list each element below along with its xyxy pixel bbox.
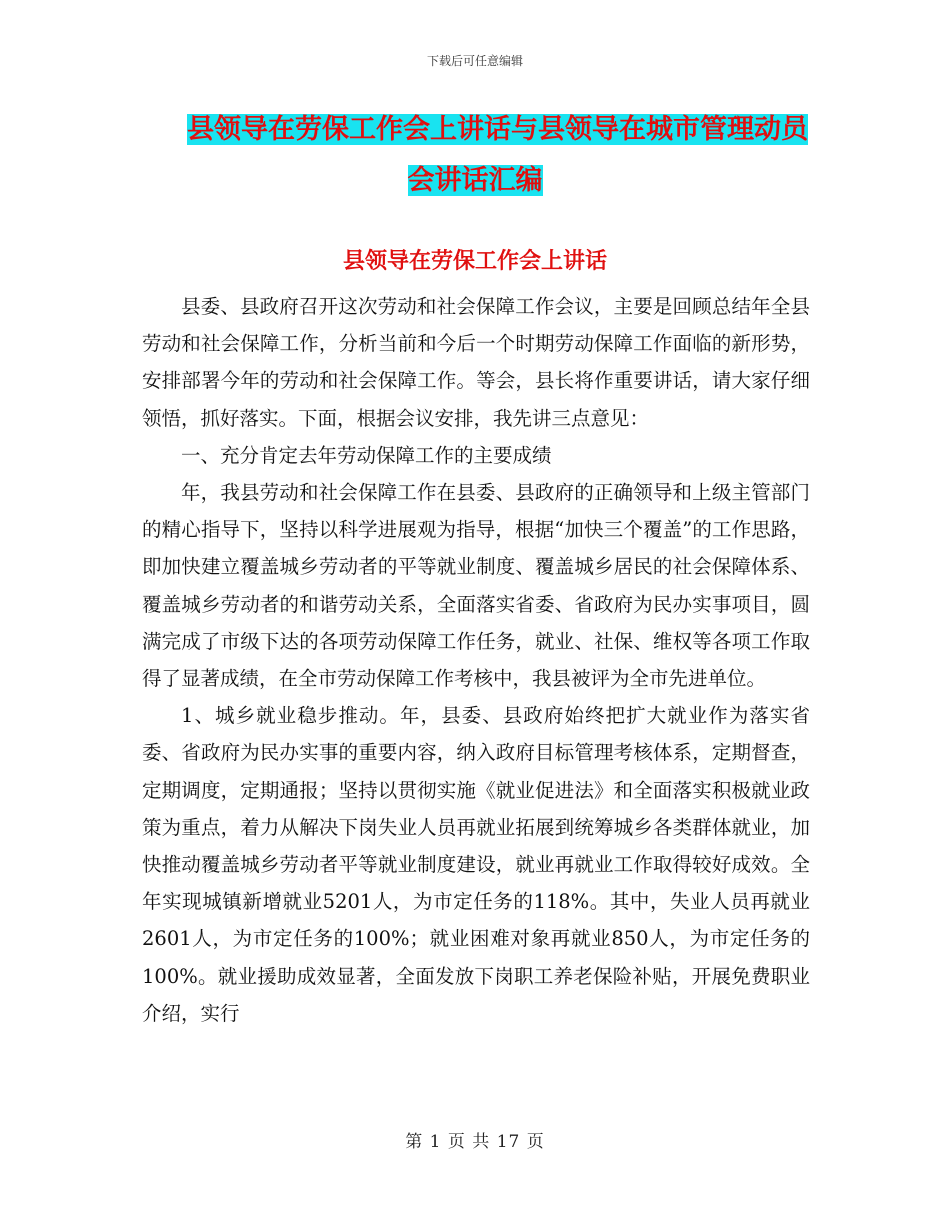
section-title: 县领导在劳保工作会上讲话	[342, 249, 607, 274]
title-line-1: 县领导在劳保工作会上讲话与县领导在城市管理动员	[187, 114, 808, 145]
header-note: 下载后可任意编辑	[426, 54, 523, 68]
paragraph-achievements: 年，我县劳动和社会保障工作在县委、县政府的正确领导和上级主管部门的精心指导下，坚持以科学进展观为指导，根据“加快三个覆盖”的工作思路，即加快建立覆盖城乡劳动者的平等就业制度、覆盖城乡居民的社会保障体系、覆盖城乡劳动者的和谐劳动关系，全面落实省委、省政府为民办实事项目，圆满完成了市级下达的各项劳动保障工作任务，就业、社保、维权等各项工作取得了显著成绩，在全市劳动保障工作考核中，我县被评为全市先进单位。	[142, 481, 810, 691]
paragraph-heading-1: 一、充分肯定去年劳动保障工作的主要成绩	[181, 443, 552, 467]
paragraph-intro: 县委、县政府召开这次劳动和社会保障工作会议，主要是回顾总结年全县劳动和社会保障工作，分析当前和今后一个时期劳动保障工作面临的新形势，安排部署今年的劳动和社会保障工作。等会，县长将作重要讲话，请大家仔细领悟，抓好落实。下面，根据会议安排，我先讲三点意见：	[142, 295, 810, 430]
document-title	[0, 104, 950, 206]
title-line-2: 会讲话汇编	[407, 165, 543, 196]
page-footer: 第 1 页 共 17 页	[405, 1132, 545, 1152]
paragraph-employment: 1、城乡就业稳步推动。年，县委、县政府始终把扩大就业作为落实省委、省政府为民办实事的重要内容，纳入政府目标管理考核体系，定期督查，定期调度，定期通报；坚持以贯彻实施《就业促进法》和全面落实积极就业政策为重点，着力从解决下岗失业人员再就业拓展到统筹城乡各类群体就业，加快推动覆盖城乡劳动者平等就业制度建设，就业再就业工作取得较好成效。全年实现城镇新增就业5201人，为市定任务的118%。其中，失业人员再就业2601人，为市定任务的100%；就业困难对象再就业850人，为市定任务的100%。就业援助成效显著，全面发放下岗职工养老保险补贴，开展免费职业介绍，实行	[142, 704, 810, 1025]
body-text	[142, 288, 810, 1032]
